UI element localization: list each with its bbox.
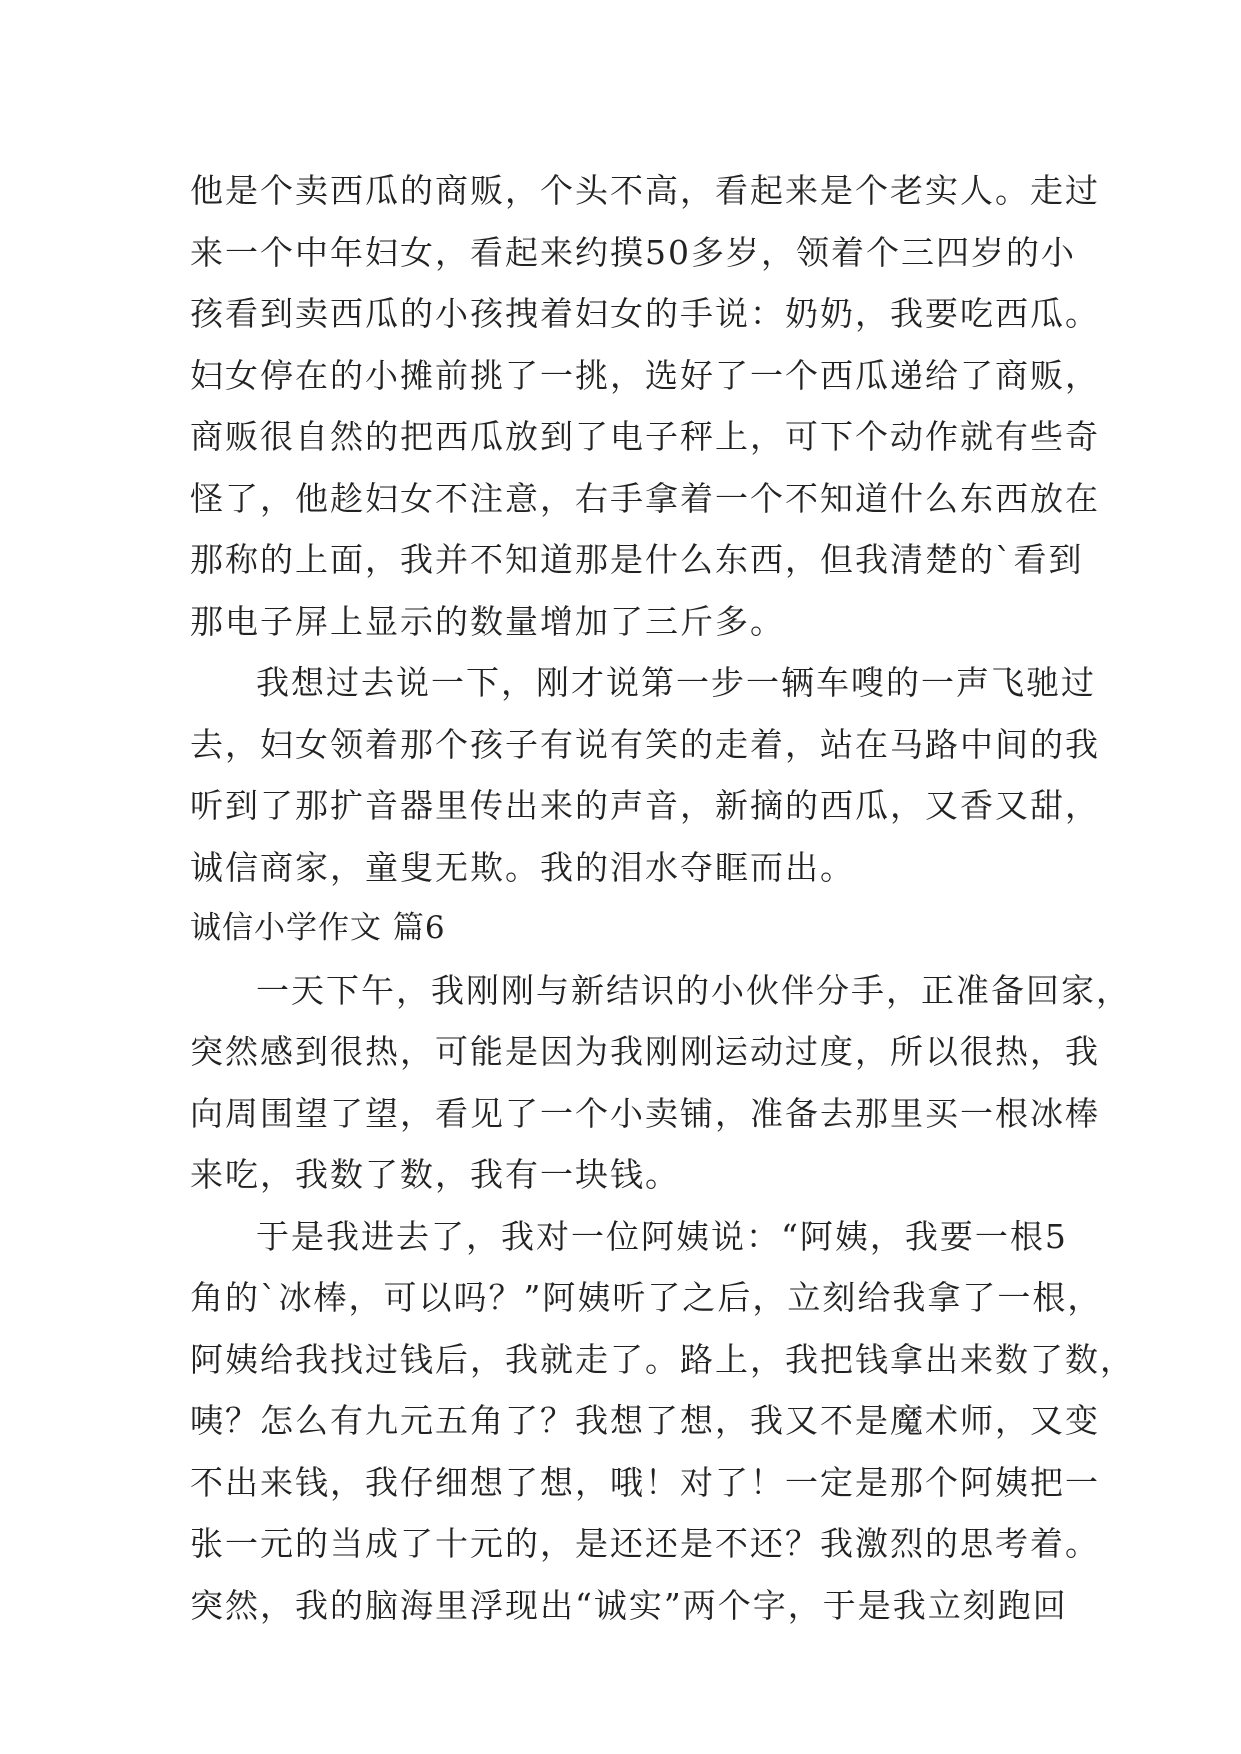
- text-line: 咦？怎么有九元五角了？我想了想，我又不是魔术师，又变: [190, 1401, 1100, 1440]
- text-line: 来吃，我数了数，我有一块钱。: [190, 1155, 680, 1194]
- text-line: 不出来钱，我仔细想了想，哦！对了！一定是那个阿姨把一: [190, 1462, 1100, 1502]
- text-line: 向周围望了望，看见了一个小卖铺，准备去那里买一根冰棒: [190, 1093, 1100, 1133]
- text-line: 我想过去说一下，刚才说第一步一辆车嗖的一声飞驰过: [256, 663, 1096, 702]
- paragraph: [190, 1206, 1135, 1637]
- text-line: 听到了那扩音器里传出来的声音，新摘的西瓜，又香又甜，: [190, 786, 1100, 825]
- paragraph: [190, 960, 1131, 1206]
- text-line: 突然感到很热，可能是因为我刚刚运动过度，所以很热，我: [190, 1032, 1100, 1071]
- text-line: 于是我进去了，我对一位阿姨说：“阿姨，我要一根5: [256, 1216, 1068, 1256]
- text-line: 妇女停在的小摊前挑了一挑，选好了一个西瓜递给了商贩，: [190, 355, 1100, 395]
- text-line: 来一个中年妇女，看起来约摸50多岁，领着个三四岁的小: [190, 232, 1076, 272]
- text-line: 诚信商家，童叟无欺。我的泪水夺眶而出。: [190, 847, 855, 887]
- text-line: 他是个卖西瓜的商贩，个头不高，看起来是个老实人。走过: [190, 171, 1100, 210]
- text-line: 孩看到卖西瓜的小孩拽着妇女的手说：奶奶，我要吃西瓜。: [190, 294, 1100, 333]
- text-line: 那称的上面，我并不知道那是什么东西，但我清楚的`看到: [190, 540, 1084, 579]
- paragraph: [190, 160, 1100, 652]
- text-line: 去，妇女领着那个孩子有说有笑的走着，站在马路中间的我: [190, 724, 1100, 764]
- text-line: 那电子屏上显示的数量增加了三斤多。: [190, 601, 785, 641]
- text-line: 张一元的当成了十元的，是还还是不还？我激烈的思考着。: [190, 1524, 1100, 1563]
- text-line: 角的`冰棒，可以吗？”阿姨听了之后，立刻给我拿了一根，: [190, 1278, 1103, 1317]
- text-line: 突然，我的脑海里浮现出“诚实”两个字，于是我立刻跑回: [190, 1585, 1068, 1625]
- document-body: [190, 160, 1135, 1636]
- text-line: 商贩很自然的把西瓜放到了电子秤上，可下个动作就有些奇: [190, 417, 1100, 456]
- section-heading: [190, 898, 1070, 960]
- text-line: 怪了，他趁妇女不注意，右手拿着一个不知道什么东西放在: [190, 478, 1100, 518]
- heading-text: 诚信小学作文 篇6: [190, 910, 446, 946]
- text-line: 阿姨给我找过钱后，我就走了。路上，我把钱拿出来数了数，: [190, 1339, 1135, 1379]
- text-line: 一天下午，我刚刚与新结识的小伙伴分手，正准备回家，: [256, 970, 1131, 1010]
- paragraph: [190, 652, 1100, 898]
